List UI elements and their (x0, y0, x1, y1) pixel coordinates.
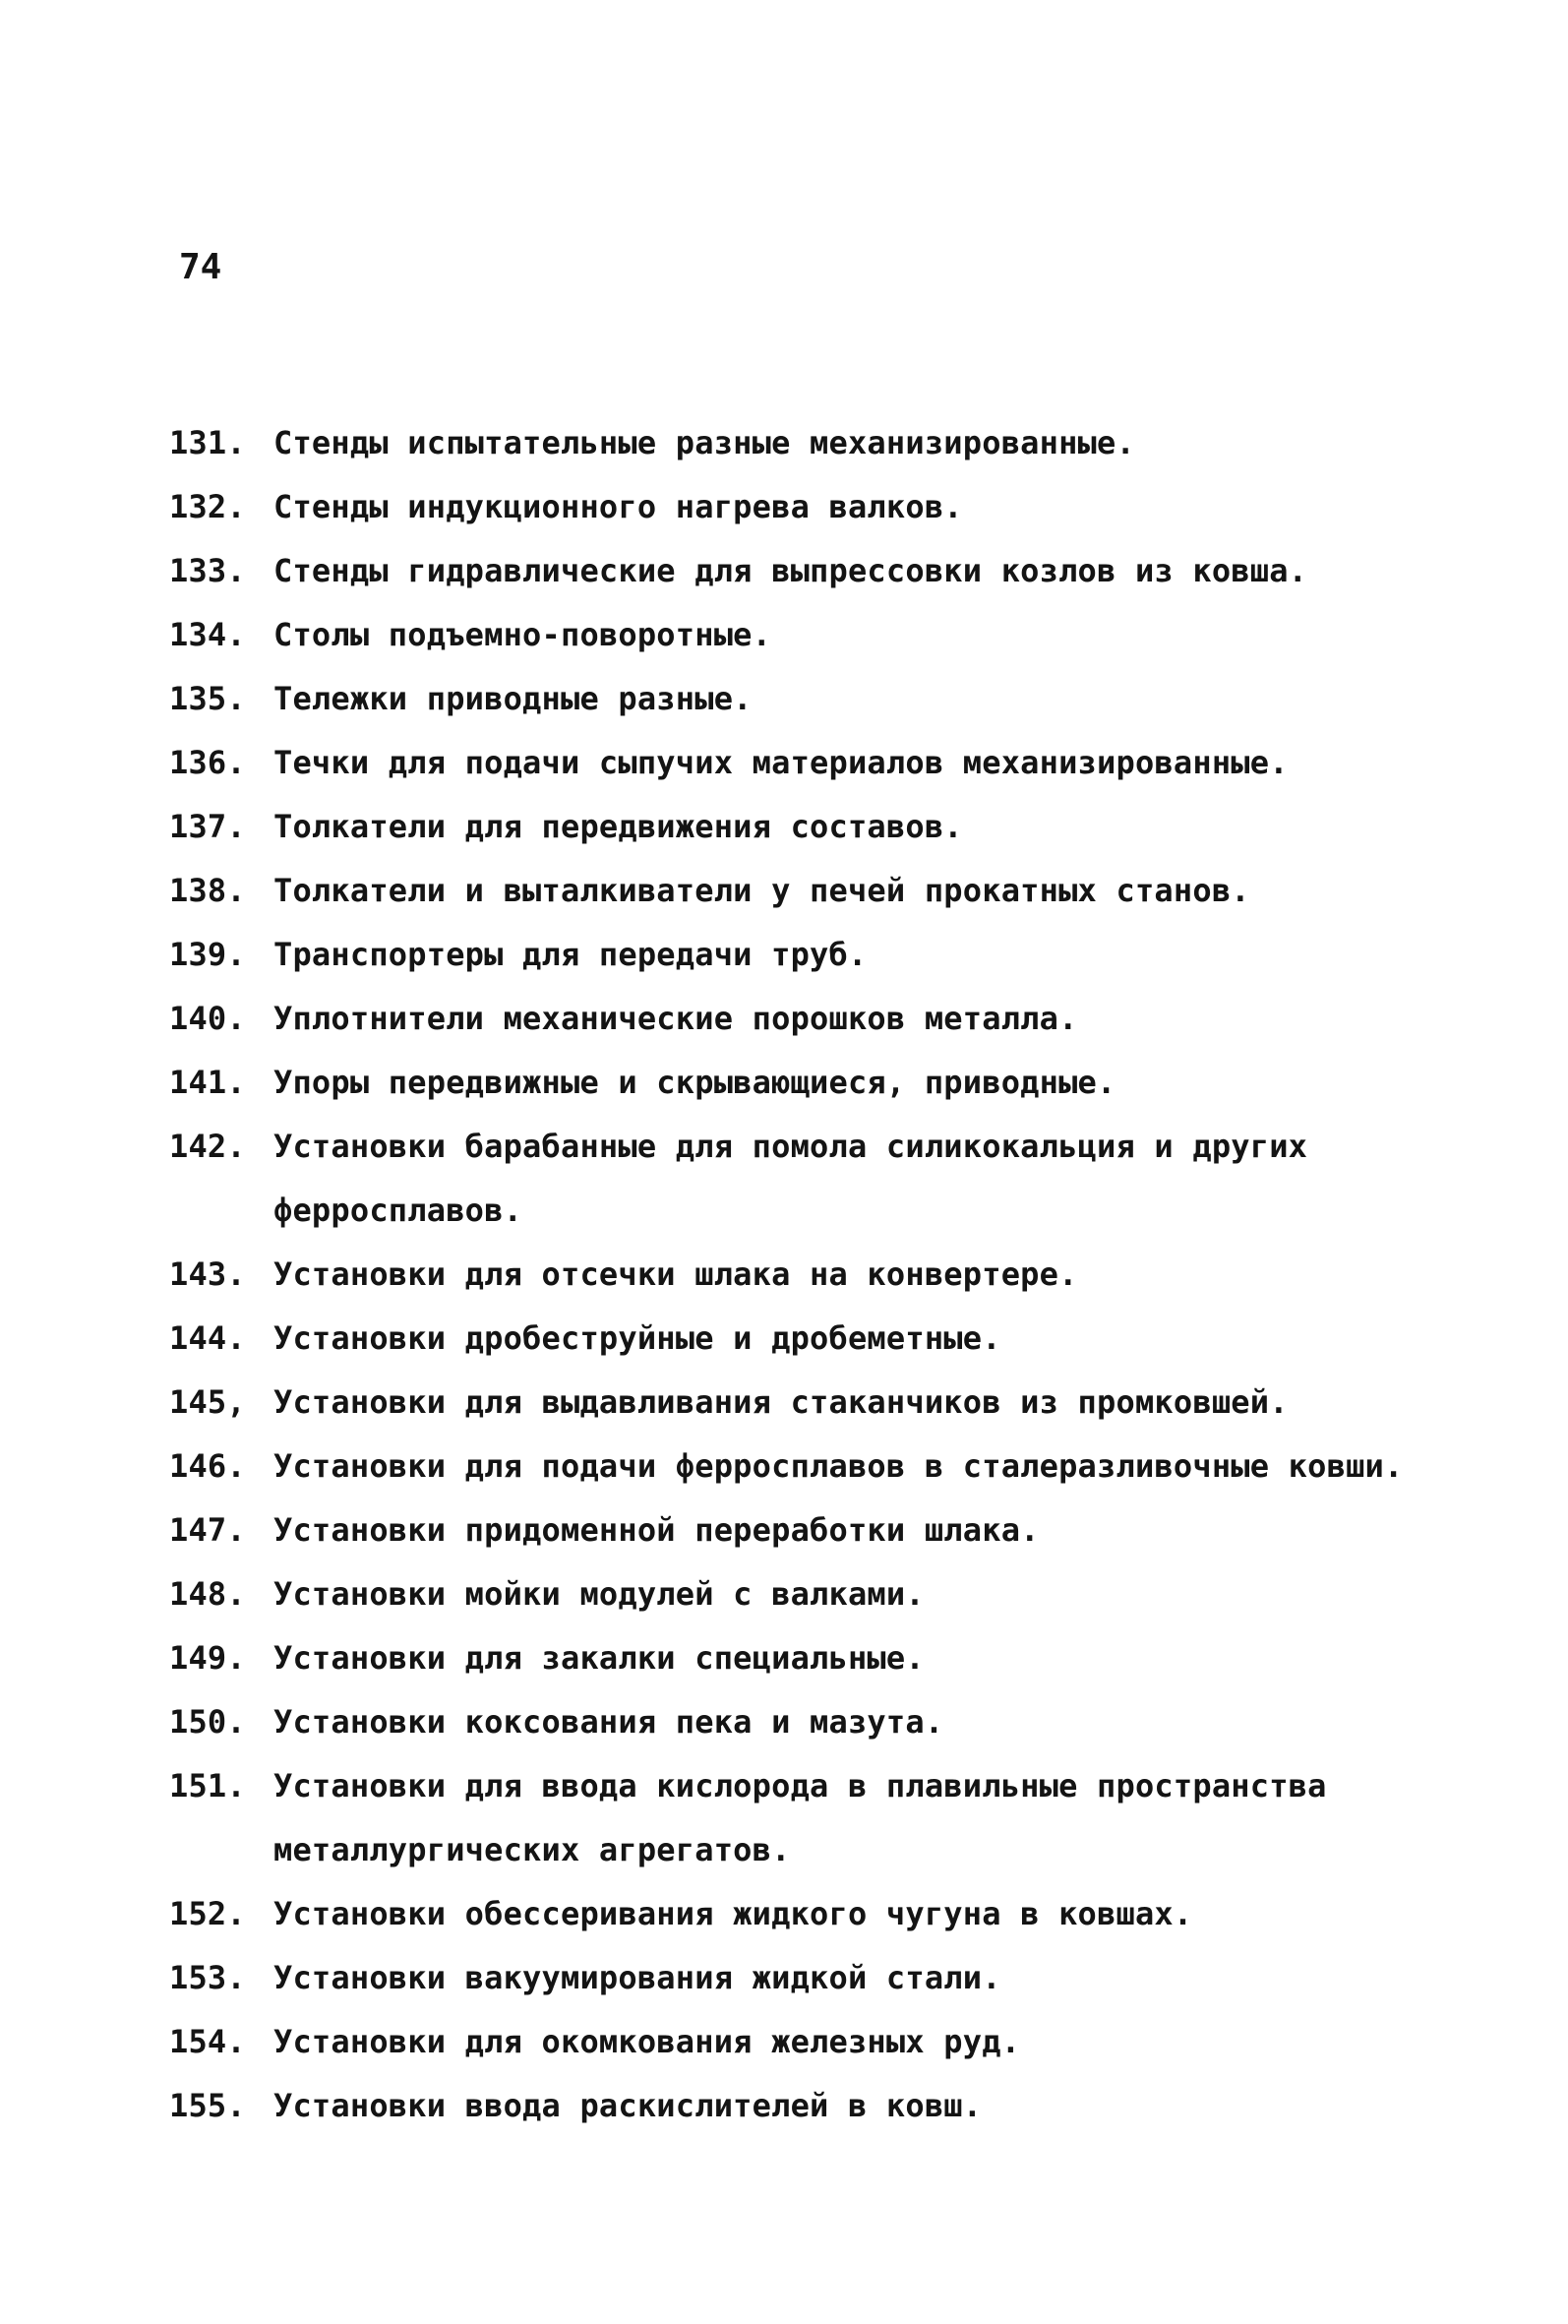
list-item (169, 1754, 1448, 1882)
item-text-continuation: металлургических агрегатов. (273, 1831, 791, 1868)
list-item (169, 859, 1448, 923)
list-item (169, 1371, 1448, 1435)
page-number: 74 (179, 247, 222, 287)
item-text: Уплотнители механические порошков металла. (273, 1000, 1078, 1037)
item-text: Установки для закалки специальные. (273, 1639, 925, 1677)
item-number: 139. (169, 936, 246, 973)
list-item (169, 1243, 1448, 1307)
item-number: 143. (169, 1255, 246, 1293)
item-number: 149. (169, 1639, 246, 1677)
list-item (169, 1435, 1448, 1498)
item-number: 146. (169, 1447, 246, 1485)
item-text: Стенды гидравлические для выпрессовки козлов из ковша. (273, 552, 1308, 589)
item-text: Толкатели и выталкиватели у печей прокатных станов. (273, 872, 1250, 909)
item-number: 151. (169, 1767, 246, 1804)
item-text: Установки дробеструйные и дробеметные. (273, 1319, 1001, 1357)
item-text: Стенды испытательные разные механизированные. (273, 424, 1135, 461)
list-item (169, 1626, 1448, 1690)
list-item (169, 731, 1448, 795)
item-text: Установки придоменной переработки шлака. (273, 1511, 1040, 1549)
item-text: Толкатели для передвижения составов. (273, 808, 963, 845)
list-item (169, 1562, 1448, 1626)
item-number: 147. (169, 1511, 246, 1549)
item-number: 140. (169, 1000, 246, 1037)
list-item (169, 475, 1448, 539)
list-item (169, 539, 1448, 603)
item-number: 155. (169, 2087, 246, 2124)
item-number: 142. (169, 1128, 246, 1165)
item-text: Установки для окомкования железных руд. (273, 2023, 1021, 2060)
list-item (169, 795, 1448, 859)
item-text: Установки ввода раскислителей в ковш. (273, 2087, 983, 2124)
item-text: Течки для подачи сыпучих материалов механизированные. (273, 744, 1289, 781)
item-text: Стенды индукционного нагрева валков. (273, 488, 963, 525)
list-item (169, 1051, 1448, 1115)
list-item (169, 411, 1448, 475)
item-text: Столы подъемно-поворотные. (273, 616, 772, 653)
item-text: Упоры передвижные и скрывающиеся, приводные. (273, 1064, 1116, 1101)
list-item (169, 1882, 1448, 1946)
list-item (169, 1946, 1448, 2010)
item-number: 132. (169, 488, 246, 525)
item-number: 153. (169, 1959, 246, 1996)
item-text: Установки барабанные для помола силикокальция и других (273, 1128, 1308, 1165)
item-text-block (273, 1754, 1448, 1882)
list-item (169, 1498, 1448, 1562)
item-text: Установки мойки модулей с валками. (273, 1575, 925, 1613)
item-text-block (273, 1115, 1448, 1243)
item-text-continuation: ферросплавов. (273, 1192, 523, 1229)
equipment-list (169, 411, 1448, 2138)
item-number: 154. (169, 2023, 246, 2060)
item-number: 152. (169, 1895, 246, 1932)
list-item (169, 987, 1448, 1051)
list-item (169, 603, 1448, 667)
item-number: 148. (169, 1575, 246, 1613)
list-item (169, 923, 1448, 987)
item-text: Установки вакуумирования жидкой стали. (273, 1959, 1001, 1996)
list-item (169, 1307, 1448, 1371)
item-number: 135. (169, 680, 246, 717)
item-number: 137. (169, 808, 246, 845)
item-number: 141. (169, 1064, 246, 1101)
item-number: 136. (169, 744, 246, 781)
list-item (169, 2074, 1448, 2138)
item-text: Тележки приводные разные. (273, 680, 753, 717)
list-item (169, 2010, 1448, 2074)
item-number: 131. (169, 424, 246, 461)
item-number: 138. (169, 872, 246, 909)
item-number: 150. (169, 1703, 246, 1741)
item-text: Транспортеры для передачи труб. (273, 936, 868, 973)
item-text: Установки для ввода кислорода в плавильные пространства (273, 1767, 1327, 1804)
item-text: Установки коксования пека и мазута. (273, 1703, 944, 1741)
list-item (169, 667, 1448, 731)
item-text: Установки обессеривания жидкого чугуна в ковшах. (273, 1895, 1193, 1932)
list-item (169, 1115, 1448, 1243)
item-text: Установки для отсечки шлака на конвертере. (273, 1255, 1078, 1293)
item-text: Установки для подачи ферросплавов в сталеразливочные ковши. (273, 1447, 1404, 1485)
list-item (169, 1690, 1448, 1754)
item-number: 145, (169, 1383, 246, 1421)
item-number: 133. (169, 552, 246, 589)
item-text: Установки для выдавливания стаканчиков из промковшей. (273, 1383, 1289, 1421)
item-number: 134. (169, 616, 246, 653)
item-number: 144. (169, 1319, 246, 1357)
